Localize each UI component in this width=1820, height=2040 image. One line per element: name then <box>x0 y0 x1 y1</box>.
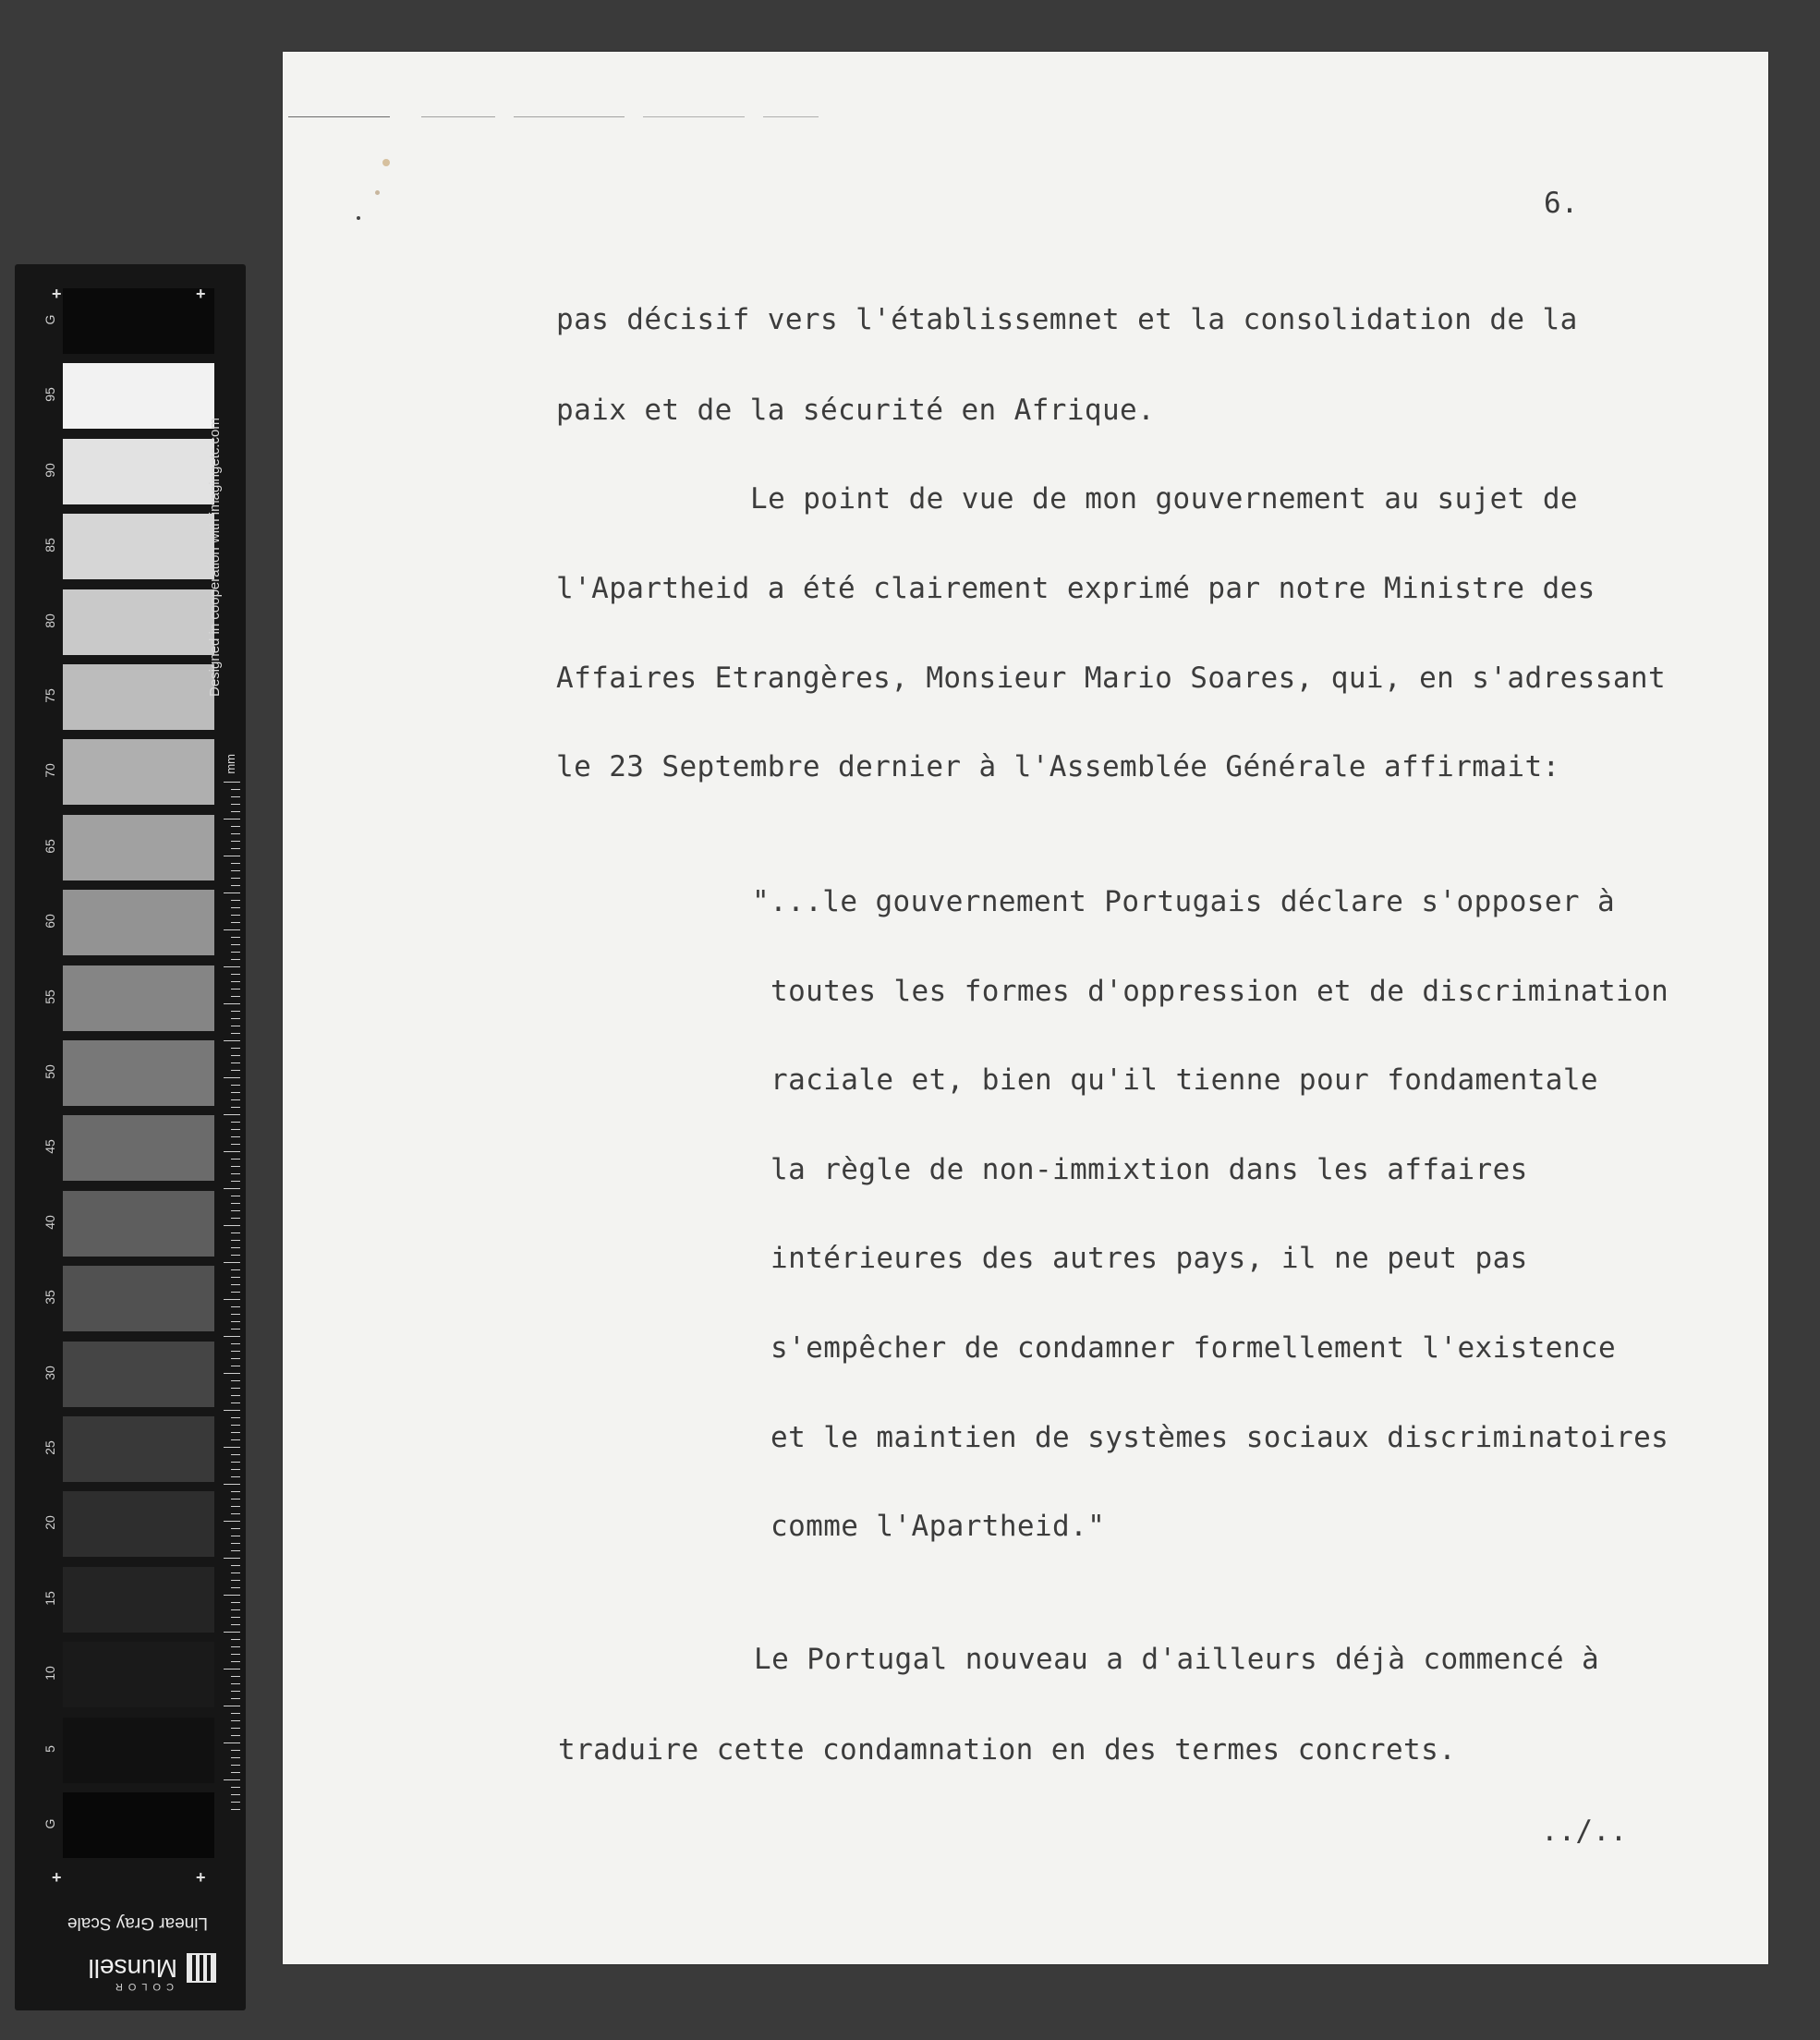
brand-sub: COLOR <box>109 1981 174 1992</box>
gray-patch <box>63 1416 214 1482</box>
gray-level-label: 35 <box>42 1290 57 1305</box>
carbon-rule <box>763 116 819 117</box>
quote-line: raciale et, bien qu'il tienne pour fondamentale <box>770 1063 1598 1097</box>
gray-patch <box>63 739 214 805</box>
gray-level-label: 85 <box>42 538 57 552</box>
carbon-rule <box>514 116 625 117</box>
brand-logo-block <box>65 1946 222 1992</box>
gray-level-label: 55 <box>42 989 57 1004</box>
quote-line: la règle de non-immixtion dans les affaires <box>770 1153 1528 1186</box>
gray-level-label: 5 <box>42 1744 57 1753</box>
continuation-mark: ../.. <box>1541 1815 1628 1848</box>
munsell-logo-icon <box>187 1953 216 1983</box>
paper-stain <box>375 190 380 195</box>
gray-level-label: 10 <box>42 1666 57 1681</box>
text-line: Le point de vue de mon gouvernement au sujet de <box>750 482 1578 516</box>
gray-level-label: 60 <box>42 914 57 929</box>
gray-level-label: 20 <box>42 1515 57 1531</box>
gray-patch <box>63 1342 214 1407</box>
carbon-rule <box>643 116 745 117</box>
gray-level-label: 90 <box>42 463 57 478</box>
text-line: le 23 Septembre dernier à l'Assemblée Générale affirmait: <box>556 750 1560 783</box>
gray-patch <box>63 1567 214 1633</box>
gray-patch <box>63 1642 214 1707</box>
gray-level-label: 80 <box>42 613 57 628</box>
document-page <box>283 52 1768 1964</box>
quote-line: intérieures des autres pays, il ne peut pas <box>770 1242 1528 1275</box>
gray-level-label: 75 <box>42 688 57 703</box>
quote-line: et le maintien de systèmes sociaux discriminatoires <box>770 1421 1669 1454</box>
gray-level-label: 70 <box>42 763 57 779</box>
paper-speck <box>357 216 360 220</box>
gray-patch <box>63 664 214 730</box>
gray-patch <box>63 1040 214 1106</box>
registration-mark: + <box>196 285 206 303</box>
gray-patch <box>63 589 214 655</box>
carbon-rule <box>421 116 495 117</box>
gray-level-label: 40 <box>42 1215 57 1230</box>
gray-patch <box>63 1792 214 1858</box>
gray-level-label: 95 <box>42 387 57 403</box>
registration-mark: + <box>196 1868 206 1887</box>
gray-patch <box>63 890 214 955</box>
text-line: Affaires Etrangères, Monsieur Mario Soares, qui, en s'adressant <box>556 662 1667 695</box>
carbon-rule <box>288 116 390 117</box>
quote-line: toutes les formes d'oppression et de discrimination <box>770 975 1669 1008</box>
gray-patch <box>63 815 214 880</box>
gray-patch <box>63 965 214 1031</box>
gray-patch <box>63 1266 214 1331</box>
gray-patch <box>63 439 214 504</box>
gray-level-label: 25 <box>42 1440 57 1455</box>
gray-patch <box>63 1718 214 1783</box>
quote-line: "...le gouvernement Portugais déclare s'opposer à <box>752 885 1616 918</box>
text-line: traduire cette condamnation en des termes concrets. <box>558 1733 1457 1767</box>
registration-mark: + <box>52 285 62 303</box>
mm-ruler-major <box>224 782 240 1816</box>
gray-patch <box>63 363 214 429</box>
gray-level-label: G <box>42 314 57 325</box>
gray-patch <box>63 288 214 354</box>
page-number: 6. <box>1544 187 1579 220</box>
quote-line: comme l'Apartheid." <box>770 1510 1106 1543</box>
gray-level-label: G <box>42 1818 57 1829</box>
brand-name: Munsell <box>88 1954 177 1983</box>
quote-line: s'empêcher de condamner formellement l'existence <box>770 1331 1617 1365</box>
registration-mark: + <box>52 1868 62 1887</box>
gray-scale-card <box>15 264 246 2010</box>
gray-level-label: 15 <box>42 1591 57 1606</box>
gray-patch <box>63 1191 214 1257</box>
text-line: paix et de la sécurité en Afrique. <box>556 394 1156 427</box>
paper-stain <box>382 159 390 166</box>
gray-level-label: 30 <box>42 1365 57 1380</box>
scale-title: Linear Gray Scale <box>67 1913 209 1933</box>
text-line: Le Portugal nouveau a d'ailleurs déjà commencé à <box>754 1643 1600 1676</box>
gray-patch <box>63 1115 214 1181</box>
text-line: pas décisif vers l'établissemnet et la consolidation de la <box>556 303 1578 336</box>
gray-patch <box>63 1491 214 1557</box>
credit-text: Designed in cooperation with imagingetc.com <box>207 418 223 697</box>
gray-level-label: 50 <box>42 1064 57 1079</box>
gray-level-label: 65 <box>42 839 57 854</box>
unit-label: mm <box>224 754 237 774</box>
gray-patch <box>63 514 214 579</box>
gray-level-label: 45 <box>42 1139 57 1155</box>
text-line: l'Apartheid a été clairement exprimé par notre Ministre des <box>556 572 1596 605</box>
